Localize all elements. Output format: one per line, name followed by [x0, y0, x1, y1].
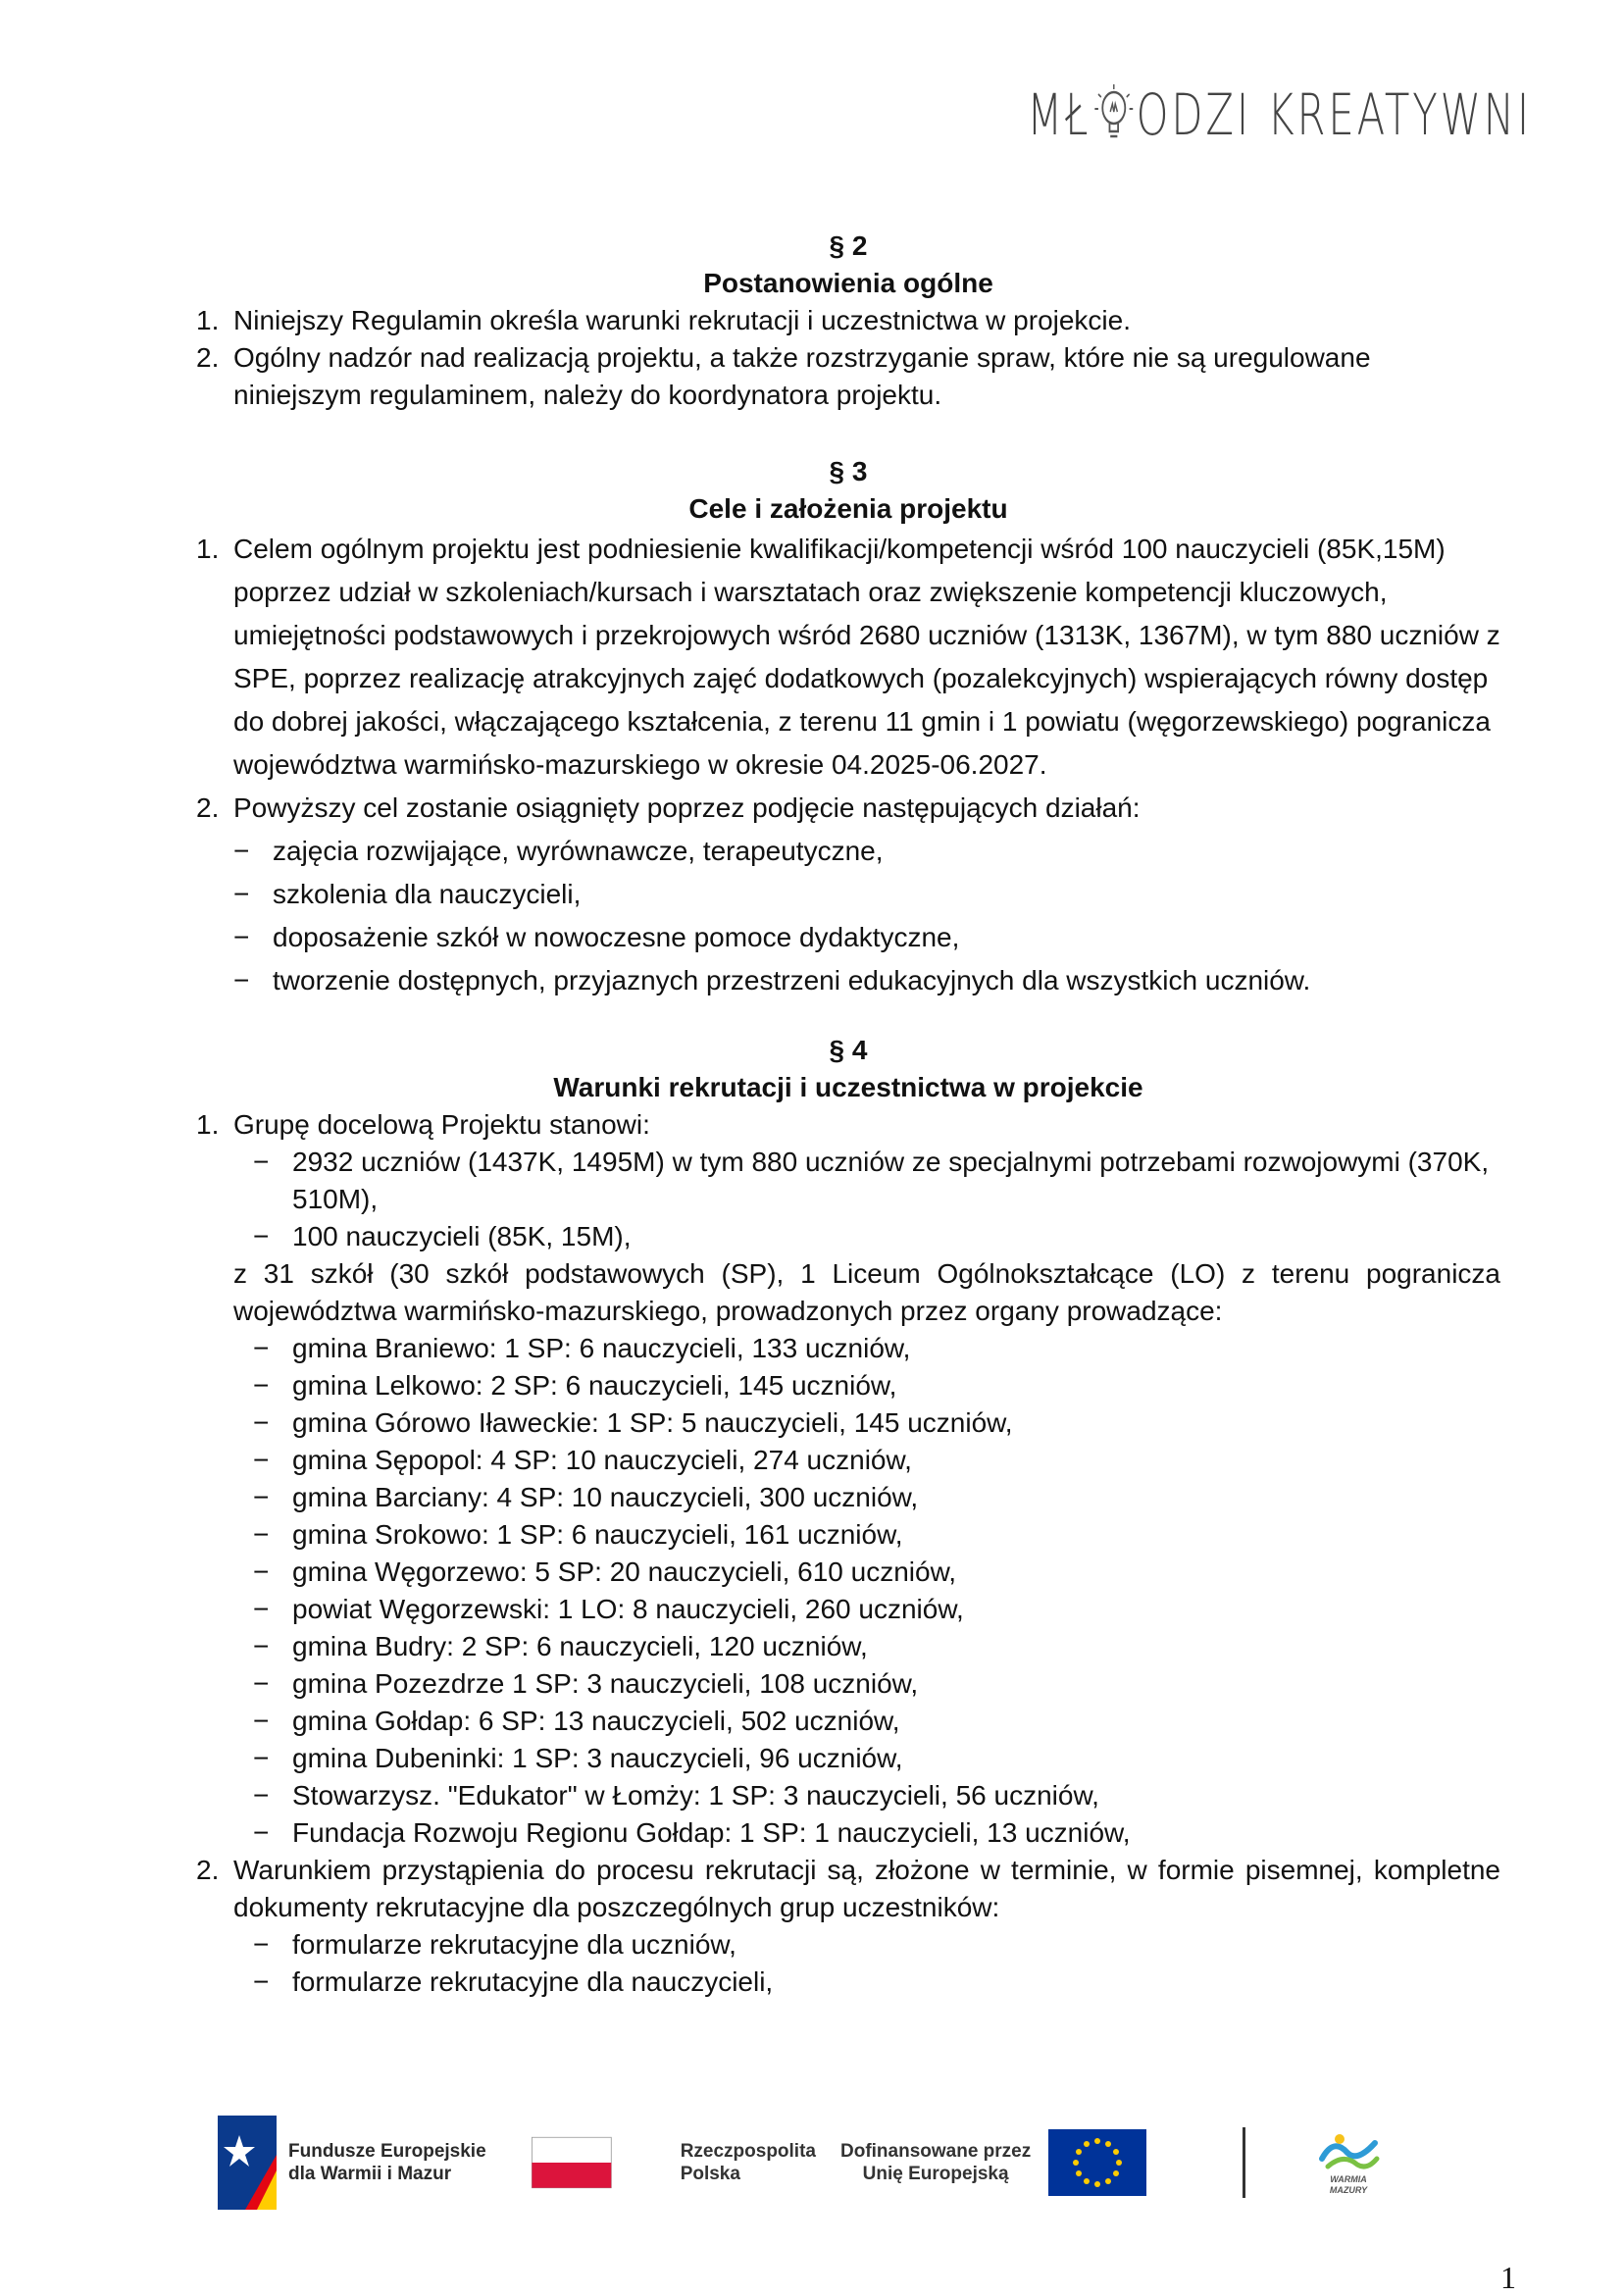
list-item: − gmina Barciany: 4 SP: 10 nauczycieli, 300 uczniów,	[253, 1479, 1500, 1516]
list-item: − gmina Górowo Iławeckie: 1 SP: 5 nauczycieli, 145 uczniów,	[253, 1404, 1500, 1442]
section-2-list	[196, 302, 1500, 414]
item-text: Warunkiem przystąpienia do procesu rekrutacji są, złożone w terminie, w formie pisemnej, kompletne dokumenty rekrutacyjne dla poszczególnych grup uczestników:	[233, 1855, 1500, 1922]
rp-line2: Polska	[680, 2164, 740, 2184]
item-text: Grupę docelową Projektu stanowi:	[233, 1109, 650, 1140]
list-item: − Fundacja Rozwoju Regionu Gołdap: 1 SP: 1 nauczycieli, 13 uczniów,	[253, 1814, 1500, 1852]
item-text: Ogólny nadzór nad realizacją projektu, a także rozstrzyganie spraw, które nie są uregulowane niniejszym regulaminem, należy do koordynatora projektu.	[233, 342, 1371, 410]
fe-logo	[218, 2116, 492, 2210]
section-4-title: Warunki rekrutacji i uczestnictwa w projekcie	[553, 1072, 1143, 1102]
list-item: − powiat Węgorzewski: 1 LO: 8 nauczycieli, 260 uczniów,	[253, 1591, 1500, 1628]
list-item: − tworzenie dostępnych, przyjaznych przestrzeni edukacyjnych dla wszystkich uczniów.	[233, 959, 1500, 1002]
item-number: 1.	[196, 1109, 220, 1140]
section-2-title: Postanowienia ogólne	[703, 268, 993, 298]
item-number: 2.	[196, 792, 220, 823]
brand-text-right: ODZI KREATYWNI	[1136, 81, 1532, 148]
list-item: − 100 nauczycieli (85K, 15M),	[253, 1218, 1500, 1255]
section-2-mark: § 2	[829, 230, 868, 261]
list-item: − zajęcia rozwijające, wyrównawcze, terapeutyczne,	[233, 830, 1500, 873]
brand-text-left: MŁ	[1027, 81, 1091, 148]
list-item: − gmina Budry: 2 SP: 6 nauczycieli, 120 uczniów,	[253, 1628, 1500, 1665]
list-item: − 2932 uczniów (1437K, 1495M) w tym 880 uczniów ze specjalnymi potrzebami rozwojowymi (370K, 510M),	[253, 1144, 1500, 1218]
item-number: 2.	[196, 1855, 220, 1885]
wm-line2: MAZURY	[1329, 2185, 1368, 2195]
list-item: − gmina Pozezdrze 1 SP: 3 nauczycieli, 108 uczniów,	[253, 1665, 1500, 1703]
list-item: − gmina Braniewo: 1 SP: 6 nauczycieli, 133 uczniów,	[253, 1330, 1500, 1367]
page-number: 1	[1500, 2260, 1516, 2295]
footer-divider	[1243, 2127, 1245, 2198]
list-item	[196, 302, 1500, 339]
section-3-mark: § 3	[829, 456, 868, 486]
rp-line1: Rzeczpospolita	[680, 2141, 816, 2162]
list-item	[196, 528, 1500, 787]
list-item	[196, 339, 1500, 414]
rp-logo	[532, 2131, 816, 2194]
section-3-list	[196, 528, 1500, 1002]
list-item: − gmina Srokowo: 1 SP: 6 nauczycieli, 161 uczniów,	[253, 1516, 1500, 1554]
funding-logos	[218, 2109, 1424, 2217]
list-item: − gmina Gołdap: 6 SP: 13 nauczycieli, 502 uczniów,	[253, 1703, 1500, 1740]
list-item: − gmina Węgorzewo: 5 SP: 20 nauczycieli, 610 uczniów,	[253, 1554, 1500, 1591]
list-item	[196, 1852, 1500, 2001]
document-body	[196, 228, 1500, 2001]
fe-emblem-icon	[218, 2116, 277, 2210]
warmia-mazury-logo	[1314, 2129, 1383, 2196]
list-item: − formularze rekrutacyjne dla uczniów,	[253, 1926, 1500, 1964]
item-text: Celem ogólnym projektu jest podniesienie kwalifikacji/kompetencji wśród 100 nauczycieli (85K,15M) poprzez udział w szkoleniach/kursach i warsztatach oraz zwiększenie kompetencji kluczowych, umiejętności podstawowych i przekrojowych wśród 2680 uczniów (1313K, 1367M), w tym 880 uczniów z SPE, poprzez realizację atrakcyjnych zajęć dodatkowych (pozalekcyjnych) wspierających równy dostęp do dobrej jakości, włączającego kształcenia, z terenu 11 gmin i 1 powiatu (węgorzewskiego) pogranicza województwa warmińsko-mazurskiego w okresie 04.2025-06.2027.	[233, 534, 1500, 780]
eu-line1: Dofinansowane przez	[840, 2141, 1032, 2162]
section-4-mark: § 4	[829, 1035, 868, 1065]
fe-line1: Fundusze Europejskie	[288, 2141, 486, 2162]
target-groups-list	[253, 1144, 1500, 1255]
actions-list	[233, 830, 1500, 1002]
list-item	[196, 787, 1500, 1002]
list-item: − doposażenie szkół w nowoczesne pomoce dydaktyczne,	[233, 916, 1500, 959]
list-item: − Stowarzysz. "Edukator" w Łomży: 1 SP: 3 nauczycieli, 56 uczniów,	[253, 1777, 1500, 1814]
item-number: 2.	[196, 342, 220, 373]
section-3-title: Cele i założenia projektu	[688, 493, 1008, 524]
brand-logo	[1027, 80, 1532, 149]
list-item: − szkolenia dla nauczycieli,	[233, 873, 1500, 916]
bodies-list	[253, 1330, 1500, 1852]
wm-line1: WARMIA	[1330, 2174, 1367, 2184]
documents-list	[253, 1926, 1500, 2001]
schools-text: z 31 szkół (30 szkół podstawowych (SP), 1 Liceum Ogólnokształcące (LO) z terenu pogranicza województwa warmińsko-mazurskiego, prowadzonych przez organy prowadzące:	[233, 1258, 1500, 1326]
list-item: − gmina Dubeninki: 1 SP: 3 nauczycieli, 96 uczniów,	[253, 1740, 1500, 1777]
item-number: 1.	[196, 534, 220, 564]
list-item: − gmina Sępopol: 4 SP: 10 nauczycieli, 274 uczniów,	[253, 1442, 1500, 1479]
item-text: Powyższy cel zostanie osiągnięty poprzez podjęcie następujących działań:	[233, 792, 1141, 823]
item-text: Niniejszy Regulamin określa warunki rekrutacji i uczestnictwa w projekcie.	[233, 305, 1132, 335]
fe-line2: dla Warmii i Mazur	[288, 2164, 452, 2184]
eu-flag-icon	[1048, 2129, 1146, 2196]
eu-line2: Unię Europejską	[862, 2164, 1009, 2184]
section-4-list	[196, 1106, 1500, 2001]
polish-flag-icon	[532, 2131, 612, 2194]
item-number: 1.	[196, 305, 220, 335]
warmia-mazury-emblem-icon	[1314, 2129, 1383, 2174]
list-item: − formularze rekrutacyjne dla nauczycieli,	[253, 1964, 1500, 2001]
lightbulb-icon	[1092, 82, 1135, 147]
list-item	[196, 1106, 1500, 1852]
list-item: − gmina Lelkowo: 2 SP: 6 nauczycieli, 145 uczniów,	[253, 1367, 1500, 1404]
eu-logo	[840, 2129, 1174, 2196]
